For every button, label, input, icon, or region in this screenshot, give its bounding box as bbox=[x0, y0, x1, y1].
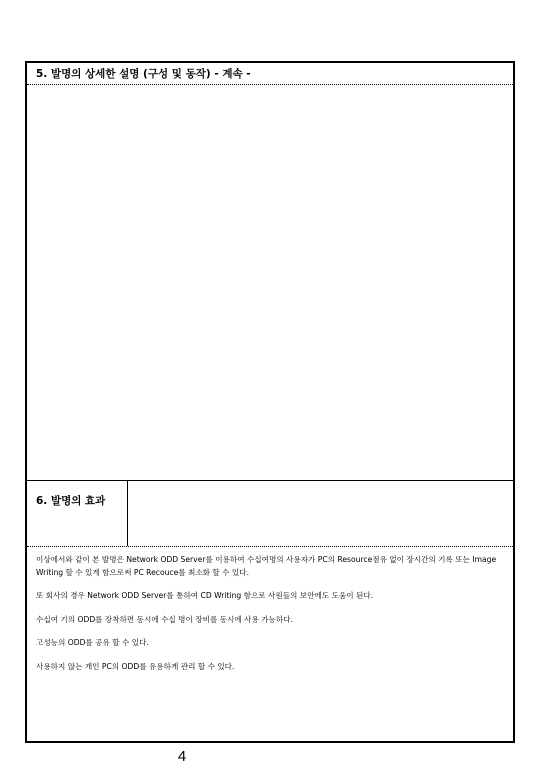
effect-paragraph-1: 이상에서와 같이 본 발명은 Network ODD Server를 이용하여 수십여명의 사용자가 PC의 Resource점유 없이 장시간의 기록 또는 Image Writing 할 수 있게 함으로써 PC Recouce를 최소화 할 수 있다. bbox=[36, 555, 497, 577]
section5-header bbox=[27, 63, 513, 85]
page-number: 4 bbox=[177, 748, 187, 765]
section5-body bbox=[27, 85, 513, 481]
section6-label-cell bbox=[27, 481, 128, 546]
section6-title: 6. 발명의 효과 bbox=[36, 495, 106, 507]
effect-paragraph-5: 사용하지 않는 개인 PC의 ODD를 유용하게 관리 할 수 있다. bbox=[36, 661, 235, 671]
section6-header-row bbox=[27, 481, 513, 547]
patent-form-box bbox=[25, 61, 515, 743]
effect-paragraph-2: 또 회사의 경우 Network ODD Server를 통하여 CD Writing 함으로 사원들의 보안에도 도움이 된다. bbox=[36, 591, 374, 600]
effect-paragraph-4: 고성능의 ODD를 공유 할 수 있다. bbox=[36, 638, 149, 647]
section5-title: 5. 발명의 상세한 설명 (구성 및 동작) - 계속 - bbox=[36, 68, 251, 80]
effect-paragraph-3: 수십여 기의 ODD를 장착하면 동시에 수십 명이 장비를 동시에 사용 가능하다. bbox=[36, 614, 293, 624]
section6-body bbox=[27, 547, 513, 684]
